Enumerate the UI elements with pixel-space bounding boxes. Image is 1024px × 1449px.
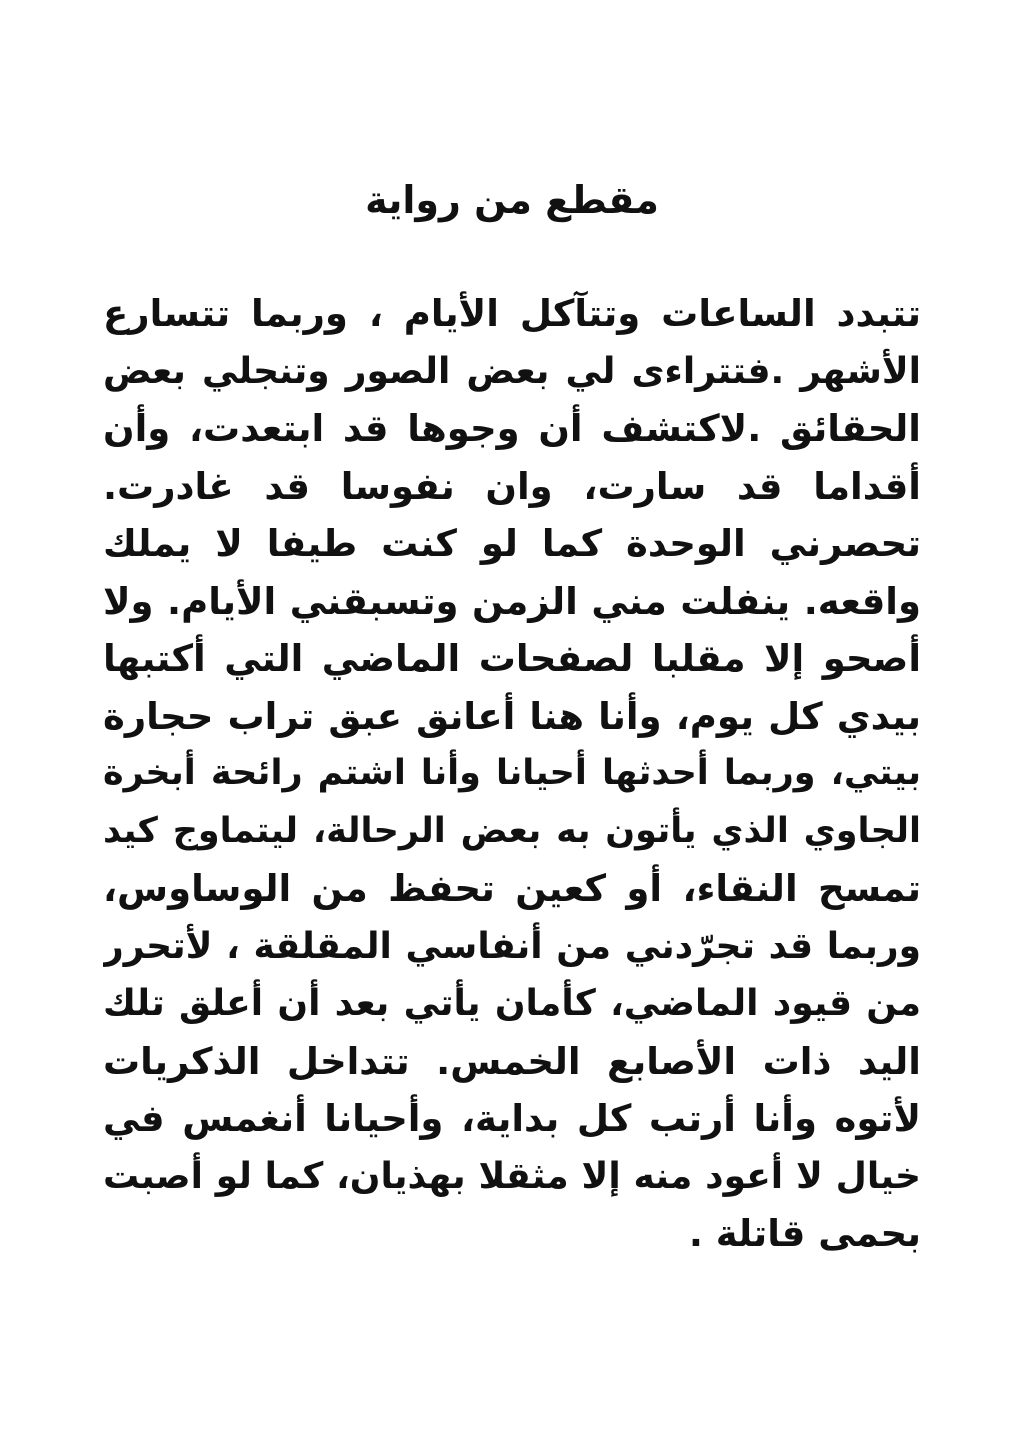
paragraph-line: وربما قد تجرّدني من أنفاسي المقلقة ، لأتحرر	[103, 925, 921, 967]
paragraph-line: لأتوه وأنا أرتب كل بداية، وأحيانا أنغمس في	[103, 1097, 921, 1140]
page-title: مقطع من رواية	[365, 178, 659, 222]
paragraph-line: أصحو إلا مقلبا لصفحات الماضي التي أكتبها	[103, 637, 921, 680]
paragraph-line: الحقائق .لاكتشف أن وجوها قد ابتعدت، وأن	[103, 407, 921, 450]
paragraph-line: واقعه. ينفلت مني الزمن وتسبقني الأيام. ولا	[103, 579, 921, 623]
paragraph-line: بيدي كل يوم، وأنا هنا أعانق عبق تراب حجارة	[103, 694, 921, 738]
paragraph-line: اليد ذات الأصابع الخمس. تتداخل الذكريات	[103, 1039, 921, 1083]
paragraph-line: أقداما قد سارت، وان نفوسا قد غادرت.	[103, 464, 921, 508]
body-paragraph	[103, 285, 921, 1263]
paragraph-line: بيتي، وربما أحدثها أحيانا وأنا اشتم رائحة أبخرة	[103, 753, 921, 793]
paragraph-line: خيال لا أعود منه إلا مثقلا بهذيان، كما لو أصبت	[103, 1155, 921, 1197]
paragraph-line: تحصرني الوحدة كما لو كنت طيفا لا يملك	[103, 522, 921, 565]
paragraph-line: تتبدد الساعات وتتآكل الأيام ، وربما تتسارع	[103, 292, 921, 335]
paragraph-line: بحمى قاتلة .	[688, 1212, 921, 1255]
paragraph-line: من قيود الماضي، كأمان يأتي بعد أن أعلق تلك	[103, 983, 921, 1024]
paragraph-line: الأشهر .فتتراءى لي بعض الصور وتنجلي بعض	[103, 350, 921, 392]
paragraph-line: تمسح النقاء، أو كعين تحفظ من الوساوس،	[103, 867, 921, 910]
paragraph-line: الجاوي الذي يأتون به بعض الرحالة، ليتماوج كيد	[103, 810, 921, 851]
